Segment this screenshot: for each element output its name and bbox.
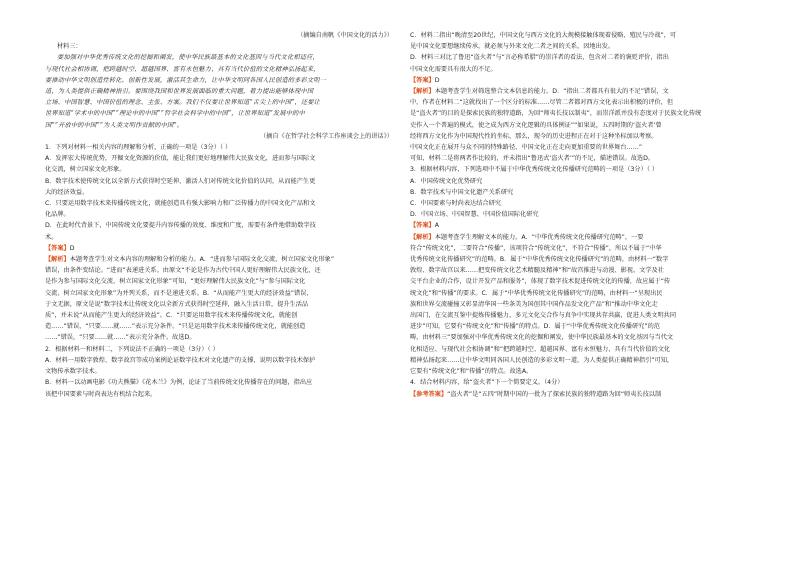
option-line: B．数字技术与中国文化遗产关系研究 bbox=[410, 188, 514, 196]
analysis-line: 质”，并未说“从而能产生更大的经济效益”。C．“只要运用数字技术来传播传统文化，就能创 bbox=[45, 312, 298, 320]
answer-value: D bbox=[434, 76, 440, 84]
analysis-line: 进步”可知，它要有“传统文化”和“传播”的特点。D．属于“中华优秀传统文化传播研究”的范 bbox=[410, 323, 660, 331]
analysis-label: 【解析】 bbox=[45, 256, 70, 264]
option-line: B．材料一以动画电影《功夫熊猫》《花木兰》为例，论证了当前传统文化传播存在的问题，指出应 bbox=[45, 379, 313, 387]
analysis-line bbox=[410, 232, 758, 243]
option-line: D．材料三对比了鲁迅“盗火者”与“言必称希腊”的崇洋者的看法，包含对二者的褒贬评价，指出 bbox=[410, 54, 669, 62]
analysis-line: 交流、树立国家文化形象”为并列关系，而不是递进关系。B．“从而能产生更大的经济效益”错误， bbox=[45, 289, 313, 297]
material-3-line: 与现代社会相协调，把跨越时空、超越国界、富有永恒魅力、具有当代价值的文化精神弘扬起来， bbox=[45, 65, 320, 73]
option-line: C．材料二指出“晚清至20世纪，中国文化与西方文化的大规模接触体现着侵略、殖民与冷战”，可 bbox=[410, 32, 677, 39]
analysis-line: 统文化”和“传播”的要求。C．属于“中华优秀传统文化传播研究”的范畴，由材料一“呈现出民 bbox=[410, 289, 663, 297]
option-line: D．中国立场、中国智慧、中国价值国际化研究 bbox=[410, 211, 539, 219]
option-line: A．中国传统文化优势研究 bbox=[410, 177, 483, 185]
option-line: A．材料一用数字敦煌、数字故宫等成功案例论证数字技术对文化遗产的支撑，说明以数字技术保护 bbox=[45, 356, 316, 364]
analysis-text: 本题考查学生理解文本的能力。A．“中华优秀传统文化传播研究范畴”，一要 bbox=[434, 233, 644, 241]
material-3-title: 材料三： bbox=[57, 43, 82, 51]
analysis-line: 中，作者在材料二“这就找出了一个区分的标准……尽管二者都对西方文化表示出积极的评价，但 bbox=[410, 99, 674, 107]
analysis-text: 本题考查学生对文本内容的理解和分析的能力。A．“进而参与国际文化交流、树立国家文化形象” bbox=[69, 256, 335, 264]
analysis-line bbox=[410, 86, 758, 97]
option-line: D．在此时代背景下，中国传统文化要提升内容传播的效度、维度和广度，需要有条件地借助数字技 bbox=[45, 222, 316, 230]
analysis-line: 中国文化正在展开与众不同的特殊路径，中国文化正在走向更加重要的世界舞台……” bbox=[410, 144, 643, 152]
analysis-line: 精神弘扬起来……让中华文明同各国人民创造的多彩文明一道，为人类提供正确精神指引”可知， bbox=[410, 356, 674, 364]
question-1-stem: 1．下列对材料一相关内容的理解和分析，正确的一项是（3分）（ ） bbox=[45, 144, 232, 152]
analysis-line: 畴，由材料三“要加强对中华优秀传统文化的挖掘和阐发，使中华民族最基本的文化基因与当代文 bbox=[410, 334, 674, 342]
answer-text: “盗火者”是“五四”时期中国的一批为了探索民族的独特道路为回“师夷长技以制 bbox=[447, 390, 662, 398]
material-3-line: 世界知道“学术中的中国”“理论中的中国”“哲学社会科学中的中国”，让世界知道“发展中的中 bbox=[45, 110, 305, 118]
analysis-line: 化相适应、与现代社会相协调”和“把跨越时空、超越国界、富有永恒魅力、具有当代价值的文化 bbox=[410, 345, 671, 353]
option-line: 大的经济效益。 bbox=[45, 188, 89, 196]
material-3-line: 要推动中华文明创造性转化、创新性发展，激活其生命力，让中华文明同各国人民创造的多彩文明一 bbox=[45, 76, 327, 84]
analysis-line: 出国门，在交流互鉴中提炼传播魅力，多元文化交合作与真争中实现共存共赢，促进人类文明共同 bbox=[410, 312, 677, 320]
analysis-text: 本题考查学生对筛选整合文本信息的能力。D．“指出二者都具有很大的不足”错误，文 bbox=[434, 88, 669, 96]
option-line: 中国文化需要具有很大的不足。 bbox=[410, 65, 497, 73]
answer-line bbox=[410, 220, 758, 231]
option-line: 文物传承数字技术。 bbox=[45, 368, 101, 376]
answer-line bbox=[410, 75, 758, 86]
left-column bbox=[45, 30, 393, 400]
answer-label: 【参考答案】 bbox=[410, 390, 448, 398]
analysis-line: 优秀传统文化传播研究”的范畴。B．属于“中华优秀传统文化传播研究”的范畴，由材料一“数字 bbox=[410, 256, 669, 264]
analysis-line: 史作入一个普遍的模式，使之成为西方文化逻辑的具体例证”“如果说，五四时期的‘盗火者’曾 bbox=[410, 121, 662, 129]
analysis-line: 符合“传统文化”，二要符合“传播”，该项符合“传统文化”，不符合“传播”，所以不属于“中华 bbox=[410, 244, 662, 252]
answer-line bbox=[45, 243, 393, 254]
option-line: A．发挥宏大传统优势，开掘文化资源的价值，能让我们更好地理解伟大民族文化，进而参与国际文 bbox=[45, 155, 316, 163]
option-line: 化交流，树立国家文化形象。 bbox=[45, 166, 126, 174]
option-line: C．只要运用数字技术来传播传统文化，就能创造具有强大影响力和广泛传播力的中国文化产品和文 bbox=[45, 200, 316, 208]
option-line: 该把中国要素与时尚表达有机结合起来。 bbox=[45, 390, 157, 398]
analysis-line: ……”错误，“只要……就……”表示充分条件。故选D。 bbox=[45, 334, 196, 342]
option-line: 化品牌。 bbox=[45, 211, 70, 219]
analysis-label: 【解析】 bbox=[410, 233, 435, 241]
analysis-line: 于文无据，原文是说“数字技术让传统文化以全新方式获得时空延伸，融入生活日常，提升生活品 bbox=[45, 300, 309, 308]
analysis-line: 是“盗火者”的目的是探索民族的独特道路，为回“师夷长技以制夷”，而崇洋派并没有态度对于民族文化传统 bbox=[410, 110, 702, 118]
question-3-stem: 3．根据材料内容，下列选项中不属于中华优秀传统文化传播研究范畴的一项是（3分）（ ） bbox=[410, 166, 659, 174]
source-note: （摘编自南帆《中国文化的活力》） bbox=[297, 32, 393, 39]
material-3-line: 立场、中国智慧、中国价值的理念、主张、方案。我们不仅要让世界知道“舌尖上的中国”，还要让 bbox=[45, 99, 320, 107]
analysis-line: 错误，由条件变结论。“进而”表递进关系。由原文“不论是作为古代中国人更好理解伟大民族文化，还 bbox=[45, 267, 321, 275]
analysis-line: 交平台企业的合作，设计开发产品和服务”，体现了数字技术促进传统文化的传播，故应属于“传 bbox=[410, 278, 671, 286]
analysis-line bbox=[45, 254, 393, 265]
material-3-line: 道，为人类提供正确精神指引。要围绕我国和世界发展面临的重大问题，着力提出能够体现中国 bbox=[45, 88, 314, 96]
analysis-line: 它要有“传统文化”和“传播”的特点。故选A。 bbox=[410, 368, 533, 376]
answer-line bbox=[410, 389, 758, 400]
question-4-stem: 4．结合材料内容，给“盗火者”下一个简要定义。（4分） bbox=[410, 379, 564, 387]
answer-value: A bbox=[434, 222, 439, 230]
analysis-line: 造……”错误，“只要……就……”表示充分条件。“只是运用数字技术来传播传统文化，就能创造 bbox=[45, 323, 306, 331]
option-line: 术。 bbox=[45, 233, 58, 241]
analysis-label: 【解析】 bbox=[410, 88, 435, 96]
question-2-stem: 2．根据材料一和材料二，下列说法不正确的一项是（3分）（ ） bbox=[45, 345, 219, 353]
answer-label: 【答案】 bbox=[410, 222, 435, 230]
answer-label: 【答案】 bbox=[45, 244, 70, 252]
option-line: B．数字技术使传统文化以全新方式获得时空延伸，激活人们对传统文化价值的认同，从而能产生更 bbox=[45, 177, 316, 185]
analysis-line: 族和世界交流碰撞又彰显清华国一些条美为国创其中国作品发文化产品”和“推动中华文化走 bbox=[410, 300, 658, 308]
analysis-line: 敦煌、数字故宫以来……把变传统文化艺术精髓及精神”和“故宫推进与动漫、影视、文学及社 bbox=[410, 267, 664, 275]
material-3-line: 要加强对中华优秀传统文化的挖掘和阐发，使中华民族最基本的文化基因与当代文化相适应， bbox=[57, 54, 319, 62]
answer-value: D bbox=[69, 244, 75, 252]
answer-label: 【答案】 bbox=[410, 76, 435, 84]
source-note: （摘自《在哲学社会科学工作座谈会上的讲话》） bbox=[259, 132, 393, 140]
analysis-line: 是作为参与国际文化交流、树立国家文化形象”可知，“更好理解伟大民族文化”与“参与国际文化 bbox=[45, 278, 306, 286]
option-line: C．中国要素与时尚表达结合研究 bbox=[410, 200, 501, 208]
right-column bbox=[410, 30, 758, 400]
option-line: 见中国文化要想继续传承，就必须与外来文化二者之间的关系，因地出发。 bbox=[410, 43, 615, 51]
material-3-line: 国”“开放中的中国”“为人类文明作贡献的中国”。 bbox=[45, 121, 184, 129]
analysis-line: 经将西方文化作为中国现代性的坐标，那么，现今的历史进程正在对于这种坐标加以考察。 bbox=[410, 132, 658, 140]
analysis-line: 可知，材料二是将两者作比较的，并未指出“鲁迅式‘盗火者’”的不足，描述错误。故选D。 bbox=[410, 155, 655, 163]
